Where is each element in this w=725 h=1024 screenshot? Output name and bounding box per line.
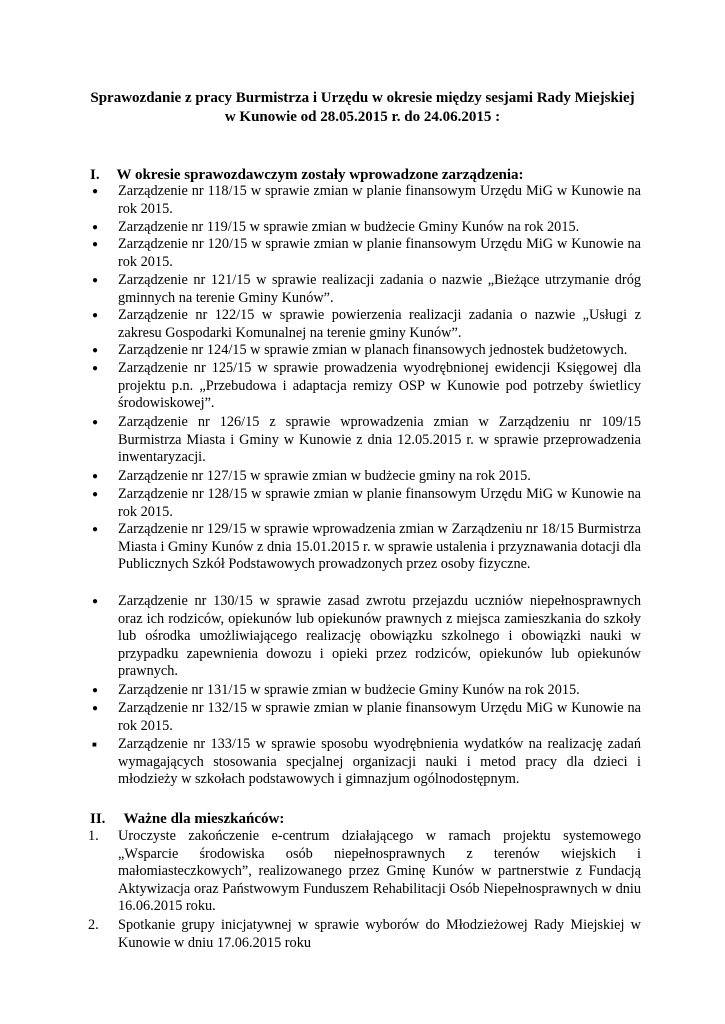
bullet-icon: ●: [92, 685, 99, 696]
section-2-title: Ważne dla mieszkańców:: [123, 811, 285, 827]
bullet-icon: ●: [92, 471, 99, 482]
list-item: Zarządzenie nr 127/15 w sprawie zmian w budżecie gminy na rok 2015.: [118, 468, 531, 484]
list-item: Zarządzenie nr 119/15 w sprawie zmian w budżecie Gminy Kunów na rok 2015.: [118, 219, 580, 235]
bullet-icon: ●: [92, 310, 99, 321]
square-bullet-icon: ■: [92, 740, 97, 749]
list-item: Zarządzenie nr 129/15 w sprawie wprowadzenia zmian w Zarządzeniu nr 18/15 Burmistrza Miasta i Gminy Kunów z dnia 15.01.2015 r. w sprawie ustalenia i przyznawania dotacji dla Publicznych Szkół Podstawowych prowadzonych przez osoby fizyczne.: [118, 521, 641, 573]
bullet-icon: ●: [92, 524, 99, 535]
list-item: Zarządzenie nr 121/15 w sprawie realizacji zadania o nazwie „Bieżące utrzymanie dróg gminnych na terenie Gminy Kunów”.: [118, 272, 641, 306]
list-item: Zarządzenie nr 128/15 w sprawie zmian w planie finansowym Urzędu MiG w Kunowie na rok 2015.: [118, 486, 641, 520]
list-item: Spotkanie grupy inicjatywnej w sprawie wyborów do Młodzieżowej Rady Miejskiej w Kunowie w dniu 17.06.2015 roku: [118, 917, 641, 951]
list-item: Zarządzenie nr 130/15 w sprawie zasad zwrotu przejazdu uczniów niepełnosprawnych oraz ich rodziców, opiekunów lub opiekunów prawnych z miejsca zamieszkania do szkoły lub ośrodka umożliwiającego realizację obowiązku szkolnego i obowiązki nauki w przypadku zapewnienia dowozu i opieki przez rodziców, opiekunów lub opiekunów prawnych.: [118, 593, 641, 680]
bullet-icon: ●: [92, 186, 99, 197]
section-2-heading: [90, 809, 284, 829]
item-number: 1.: [88, 828, 99, 844]
bullet-icon: ●: [92, 363, 99, 374]
bullet-icon: ●: [92, 275, 99, 286]
bullet-icon: ●: [92, 239, 99, 250]
list-item: Zarządzenie nr 122/15 w sprawie powierzenia realizacji zadania o nazwie „Usługi z zakresu Gospodarki Komunalnej na terenie gminy Kunów”.: [118, 307, 641, 341]
bullet-icon: ●: [92, 596, 99, 607]
bullet-icon: ●: [92, 489, 99, 500]
section-1-number: I.: [90, 167, 100, 183]
section-1-heading: [90, 165, 524, 185]
list-item: Zarządzenie nr 118/15 w sprawie zmian w planie finansowym Urzędu MiG w Kunowie na rok 2015.: [118, 183, 641, 217]
list-item: Zarządzenie nr 131/15 w sprawie zmian w budżecie Gminy Kunów na rok 2015.: [118, 682, 580, 698]
section-2-number: II.: [90, 811, 106, 827]
document-title-line-2: w Kunowie od 28.05.2015 r. do 24.06.2015 :: [224, 109, 501, 125]
bullet-icon: ●: [92, 703, 99, 714]
bullet-icon: ●: [92, 345, 99, 356]
list-item: Uroczyste zakończenie e-centrum działającego w ramach projektu systemowego „Wsparcie środowiska osób niepełnosprawnych z terenów wiejskich i małomiasteczkowych”, realizowanego przez Gminę Kunów w partnerstwie z Fundacją Aktywizacja oraz Państwowym Funduszem Rehabilitacji Osób Niepełnosprawnych w dniu 16.06.2015 roku.: [118, 828, 641, 915]
item-number: 2.: [88, 917, 99, 933]
list-item: Zarządzenie nr 125/15 w sprawie prowadzenia wyodrębnionej ewidencji Księgowej dla projektu p.n. „Przebudowa i adaptacja remizy OSP w Kunowie pod potrzeby świetlicy środowiskowej”.: [118, 360, 641, 412]
bullet-icon: ●: [92, 222, 99, 233]
bullet-icon: ●: [92, 417, 99, 428]
section-1-title: W okresie sprawozdawczym zostały wprowadzone zarządzenia:: [116, 167, 524, 183]
list-item: Zarządzenie nr 124/15 w sprawie zmian w planach finansowych jednostek budżetowych.: [118, 342, 628, 358]
list-item: Zarządzenie nr 126/15 z sprawie wprowadzenia zmian w Zarządzeniu nr 109/15 Burmistrza Miasta i Gminy w Kunowie z dnia 12.05.2015 r. w sprawie przeprowadzenia inwentaryzacji.: [118, 414, 641, 466]
list-item: Zarządzenie nr 133/15 w sprawie sposobu wyodrębnienia wydatków na realizację zadań wymagających stosowania specjalnej organizacji nauki i metod pracy dla dzieci i młodzieży w szkołach podstawowych i gimnazjum ogólnodostępnym.: [118, 736, 641, 788]
list-item: Zarządzenie nr 132/15 w sprawie zmian w planie finansowym Urzędu MiG w Kunowie na rok 2015.: [118, 700, 641, 734]
list-item: Zarządzenie nr 120/15 w sprawie zmian w planie finansowym Urzędu MiG w Kunowie na rok 2015.: [118, 236, 641, 270]
document-title-line-1: Sprawozdanie z pracy Burmistrza i Urzędu w okresie między sesjami Rady Miejskiej: [90, 90, 635, 106]
